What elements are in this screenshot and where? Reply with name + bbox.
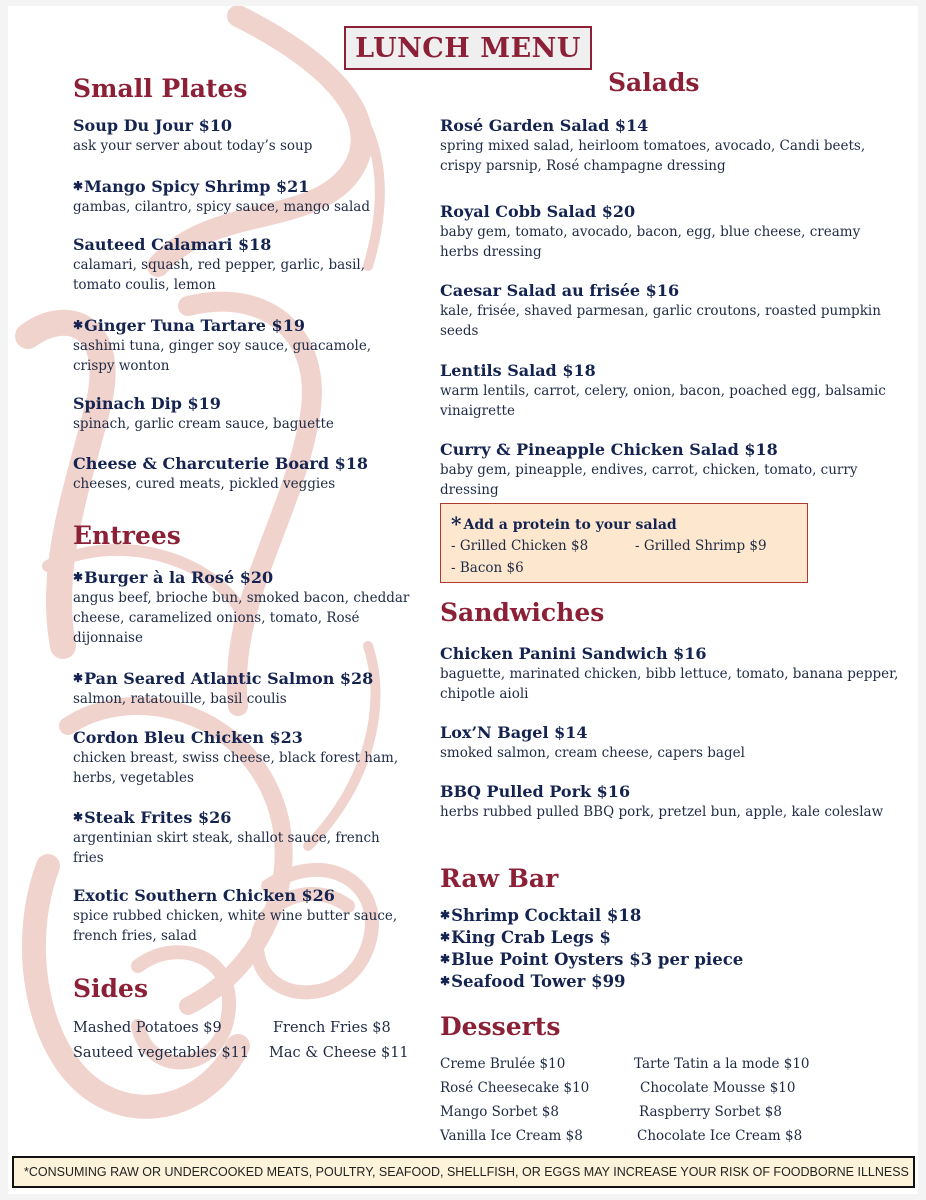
menu-item: [73, 567, 413, 648]
asterisk-icon: ✱: [73, 318, 84, 332]
item-description: warm lentils, carrot, celery, onion, bacon, poached egg, balsamic vinaigrette: [440, 383, 886, 419]
item-description: spinach, garlic cream sauce, baguette: [73, 416, 334, 432]
item-description: smoked salmon, cream cheese, capers bagel: [440, 745, 745, 761]
dessert-item: Tarte Tatin a la mode $10: [634, 1056, 810, 1072]
asterisk-icon: ✱: [440, 908, 451, 922]
raw-bar-item: [440, 905, 641, 926]
menu-item: [440, 782, 900, 822]
item-description: salmon, ratatouille, basil coulis: [73, 691, 287, 707]
menu-item: [440, 440, 900, 500]
add-protein-box: [440, 503, 808, 583]
item-name-text: Steak Frites $26: [84, 808, 232, 827]
asterisk-icon: ✱: [440, 930, 451, 944]
item-name: Caesar Salad au frisée $16: [440, 281, 680, 300]
item-description: ask your server about today’s soup: [73, 138, 313, 154]
protein-row: [451, 538, 797, 558]
item-name-text: Burger à la Rosé $20: [84, 568, 274, 587]
item-name: Soup Du Jour $10: [73, 116, 232, 135]
item-description: angus beef, brioche bun, smoked bacon, cheddar cheese, caramelized onions, tomato, Rosé dijonnaise: [73, 590, 410, 646]
raw-bar-item-text: Shrimp Cocktail $18: [451, 906, 642, 925]
menu-title-box: [344, 26, 592, 70]
item-name-text: Ginger Tuna Tartare $19: [84, 316, 305, 335]
menu-item: [73, 454, 413, 494]
raw-bar-item: [440, 927, 611, 948]
menu-item: [440, 281, 900, 341]
item-name: Lentils Salad $18: [440, 361, 596, 380]
side-item: Sauteed vegetables $11: [73, 1045, 250, 1061]
item-name: Royal Cobb Salad $20: [440, 202, 636, 221]
section-title-small-plates: Small Plates: [73, 74, 248, 103]
menu-item: [440, 361, 900, 421]
menu-item: [73, 668, 413, 709]
protein-box-title-text: Add a protein to your salad: [463, 517, 677, 533]
item-description: argentinian skirt steak, shallot sauce, french fries: [73, 830, 380, 866]
menu-item: [73, 886, 413, 946]
dessert-item: Chocolate Ice Cream $8: [637, 1128, 803, 1144]
item-name-text: Mango Spicy Shrimp $21: [84, 177, 310, 196]
item-name: Chicken Panini Sandwich $16: [440, 644, 707, 663]
dessert-item: Chocolate Mousse $10: [640, 1080, 796, 1096]
menu-item: [440, 116, 900, 176]
asterisk-icon: ✱: [440, 974, 451, 988]
item-description: spring mixed salad, heirloom tomatoes, avocado, Candi beets, crispy parsnip, Rosé champagne dressing: [440, 138, 866, 174]
asterisk-icon: ✱: [73, 179, 84, 193]
dessert-item: Raspberry Sorbet $8: [639, 1104, 782, 1120]
item-description: kale, frisée, shaved parmesan, garlic croutons, roasted pumpkin seeds: [440, 303, 881, 339]
side-item: Mac & Cheese $11: [269, 1045, 409, 1061]
raw-bar-item-text: Seafood Tower $99: [451, 972, 626, 991]
item-name: [73, 567, 413, 588]
item-description: cheeses, cured meats, pickled veggies: [73, 476, 336, 492]
protein-option: - Grilled Shrimp $9: [635, 538, 767, 554]
item-name-text: Pan Seared Atlantic Salmon $28: [84, 669, 374, 688]
raw-bar-item-text: Blue Point Oysters $3 per piece: [451, 950, 744, 969]
menu-item: [440, 202, 900, 262]
item-name: Sauteed Calamari $18: [73, 235, 272, 254]
item-description: herbs rubbed pulled BBQ pork, pretzel bun, apple, kale coleslaw: [440, 804, 884, 820]
item-description: gambas, cilantro, spicy sauce, mango salad: [73, 199, 370, 215]
item-name: Lox’N Bagel $14: [440, 723, 588, 742]
item-name: Exotic Southern Chicken $26: [73, 886, 335, 905]
side-item: Mashed Potatoes $9: [73, 1020, 222, 1036]
asterisk-icon: ✱: [73, 570, 84, 584]
dessert-item: Mango Sorbet $8: [440, 1104, 559, 1120]
menu-item: [73, 315, 413, 376]
item-description: spice rubbed chicken, white wine butter sauce, french fries, salad: [73, 908, 398, 944]
item-description: baby gem, tomato, avocado, bacon, egg, blue cheese, creamy herbs dressing: [440, 224, 861, 260]
section-title-entrees: Entrees: [73, 521, 181, 550]
menu-item: [73, 176, 413, 217]
item-name: Spinach Dip $19: [73, 394, 221, 413]
raw-bar-item: [440, 949, 743, 970]
asterisk-icon: ✱: [440, 952, 451, 966]
section-title-raw-bar: Raw Bar: [440, 864, 559, 893]
menu-page: [8, 6, 918, 1194]
item-name: [73, 315, 413, 336]
section-title-desserts: Desserts: [440, 1012, 561, 1041]
dessert-item: Vanilla Ice Cream $8: [440, 1128, 583, 1144]
protein-row: [451, 560, 797, 580]
item-description: calamari, squash, red pepper, garlic, basil, tomato coulis, lemon: [73, 257, 365, 293]
menu-item: [73, 807, 413, 868]
item-name: Cordon Bleu Chicken $23: [73, 728, 303, 747]
item-description: sashimi tuna, ginger soy sauce, guacamole, crispy wonton: [73, 338, 372, 374]
asterisk-icon: ✱: [73, 671, 84, 685]
menu-item: [73, 728, 413, 788]
section-title-sandwiches: Sandwiches: [440, 598, 605, 627]
protein-option: - Bacon $6: [451, 560, 524, 576]
section-title-sides: Sides: [73, 974, 149, 1003]
item-name: BBQ Pulled Pork $16: [440, 782, 631, 801]
asterisk-icon: *: [451, 512, 462, 536]
menu-item: [73, 394, 413, 434]
food-safety-disclaimer: *CONSUMING RAW OR UNDERCOOKED MEATS, POULTRY, SEAFOOD, SHELLFISH, OR EGGS MAY INCREASE YOUR RISK OF FOODBORNE ILLNESS: [12, 1156, 915, 1188]
item-name: [73, 807, 413, 828]
dessert-item: Rosé Cheesecake $10: [440, 1080, 590, 1096]
item-name: [73, 176, 413, 197]
item-name: Rosé Garden Salad $14: [440, 116, 649, 135]
raw-bar-item-text: King Crab Legs $: [451, 928, 611, 947]
raw-bar-item: [440, 971, 626, 992]
menu-title: LUNCH MENU: [355, 32, 581, 64]
item-description: baby gem, pineapple, endives, carrot, chicken, tomato, curry dressing: [440, 462, 858, 498]
item-name: Cheese & Charcuterie Board $18: [73, 454, 369, 473]
dessert-item: Creme Brulée $10: [440, 1056, 566, 1072]
menu-item: [73, 235, 413, 295]
item-description: chicken breast, swiss cheese, black forest ham, herbs, vegetables: [73, 750, 399, 786]
section-title-salads: Salads: [608, 68, 700, 97]
menu-item: [440, 723, 900, 763]
item-name: [73, 668, 413, 689]
menu-item: [73, 116, 413, 156]
protein-box-title: [451, 512, 797, 536]
protein-option: - Grilled Chicken $8: [451, 538, 589, 554]
side-item: French Fries $8: [273, 1020, 391, 1036]
asterisk-icon: ✱: [73, 810, 84, 824]
menu-item: [440, 644, 900, 704]
item-description: baguette, marinated chicken, bibb lettuce, tomato, banana pepper, chipotle aioli: [440, 666, 899, 702]
item-name: Curry & Pineapple Chicken Salad $18: [440, 440, 778, 459]
